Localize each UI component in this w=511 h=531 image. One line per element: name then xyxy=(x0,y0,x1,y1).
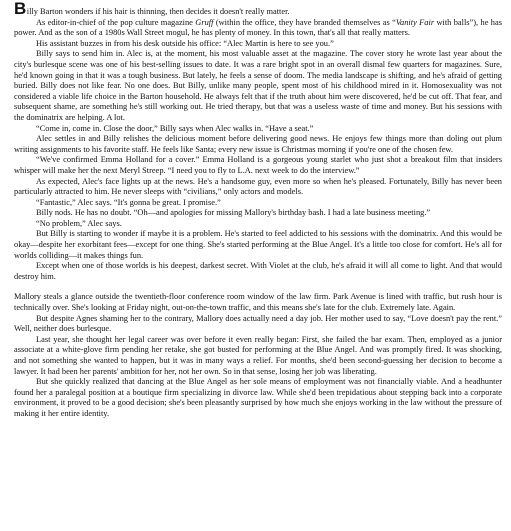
paragraph: Billy says to send him in. Alec is, at the moment, his most valuable asset at the magazine. The cover story he wrote last year about the city's burlesque scene was one of his best-selling issues to date. It was a rare bright spot in an overall dismal few quarters for magazines. Sure, he'd known going in that it was a tough business. But lately, he feels a sense of doom. The media landscape is shifting, and he's afraid of getting buried. Billy does not like fear. No one does. But Billy, unlike many people, spent most of his childhood mired in it. Homosexuality was not considered a viable life choice in the Barton household. He always felt that if the truth about him were discovered, he'd be cut off. That fear, and subsequent shame, are something he's still working out. He tried therapy, but that was a useless waste of time and money. But his sessions with the dominatrix are helping. A lot. xyxy=(14,49,502,122)
paragraph: “Come in, come in. Close the door,” Billy says when Alec walks in. “Have a seat.” xyxy=(36,123,314,133)
paragraph: Alec settles in and Billy relishes the delicious moment before delivering good news. He enjoys few things more than doling out plum writing assignments to his favorite staff. He feels like Santa; every new issue is Christmas morning if you're one of the chosen few. xyxy=(14,134,502,154)
paragraph: Except when one of those worlds is his deepest, darkest secret. With Violet at the club, he's afraid it will all come to light. And that would destroy him. xyxy=(14,261,502,281)
paragraph-text: (within the office, they have branded themselves as “ xyxy=(213,17,396,27)
paragraph: Billy nods. He has no doubt. “Oh—and apologies for missing Mallory's birthday bash. I had a late business meeting.” xyxy=(36,208,431,218)
paragraph: But Billy is starting to wonder if maybe it is a problem. He's started to feel addicted to his sessions with the dominatrix. And this would be okay—despite her exorbitant fees—except for one thing. She's started performing at the Blue Angel. It's a little too close for comfort. He's all for worlds colliding—it makes things fun. xyxy=(14,229,502,260)
paragraph: “We've confirmed Emma Holland for a cover.” Emma Holland is a gorgeous young starlet who just shot a breakout film that insiders whisper will make her the next Meryl Streep. “I need you to fly to L.A. next week to do the interview.” xyxy=(14,155,502,175)
paragraph: “Fantastic,” Alec says. “It's gonna be great. I promise.” xyxy=(36,197,221,207)
paragraph: Last year, she thought her legal career was over before it even really began: First, she failed the bar exam. Then, employed as a junior associate at a white-glove firm pending her retake, she got busted for performing at the Blue Angel. And was promptly fired. It was shocking, and not something she wanted to happen, but it was in many ways a relief. For months, she'd been second-guessing her decision to become a lawyer. It had been her parents' ambition for her, not her own. So in that sense, losing her job was liberating. xyxy=(14,334,502,376)
magazine-reference: Vanity Fair xyxy=(395,17,435,27)
section-opening-paragraph: Mallory steals a glance outside the twentieth-floor conference room window of the law firm. Park Avenue is lined with traffic, but rush hour is technically over. She's looking at Friday night, out-on-the-town traffic, and this means she's late for the club. Extremely late. Again. xyxy=(14,292,502,313)
paragraph: As expected, Alec's face lights up at the news. He's a handsome guy, even more so when he's pleased. Fortunately, Billy has never been particularly attracted to him. He never sleeps with “civilians,” only actors and models. xyxy=(14,176,502,197)
paragraph-text: As editor-in-chief of the pop culture magazine xyxy=(36,17,196,27)
paragraph: His assistant buzzes in from his desk outside his office: “Alec Martin is here to see you.” xyxy=(36,38,334,48)
paragraph-text: with balls”), he has power. And as the son of a 1980s Wall Street mogul, he has plenty of money. In this town, that's all that really matters. xyxy=(14,17,502,38)
paragraph xyxy=(14,18,502,39)
opening-paragraph xyxy=(14,0,502,18)
paragraph: But she quickly realized that dancing at the Blue Angel as her sole means of employment was not financially viable. And a headhunter found her a paralegal position at a boutique firm specializing in divorce law. While she'd been trepidatious about stepping back into a corporate environment, it proved to be a good decision; she's been pleasantly surprised by how much she enjoys working in the law without the pressure of making it her entire identity. xyxy=(14,377,502,418)
paragraph: “No problem,” Alec says. xyxy=(36,218,122,228)
magazine-title: Gruff xyxy=(195,17,214,27)
paragraph: But despite Agnes shaming her to the contrary, Mallory does actually need a day job. Her mother used to say, “Love doesn't pay the rent.” Well, neither does burlesque. xyxy=(14,313,502,334)
paragraph-text: illy Barton wonders if his hair is thinning, then decides it doesn't really matter. xyxy=(26,7,290,16)
drop-cap: B xyxy=(14,0,27,18)
